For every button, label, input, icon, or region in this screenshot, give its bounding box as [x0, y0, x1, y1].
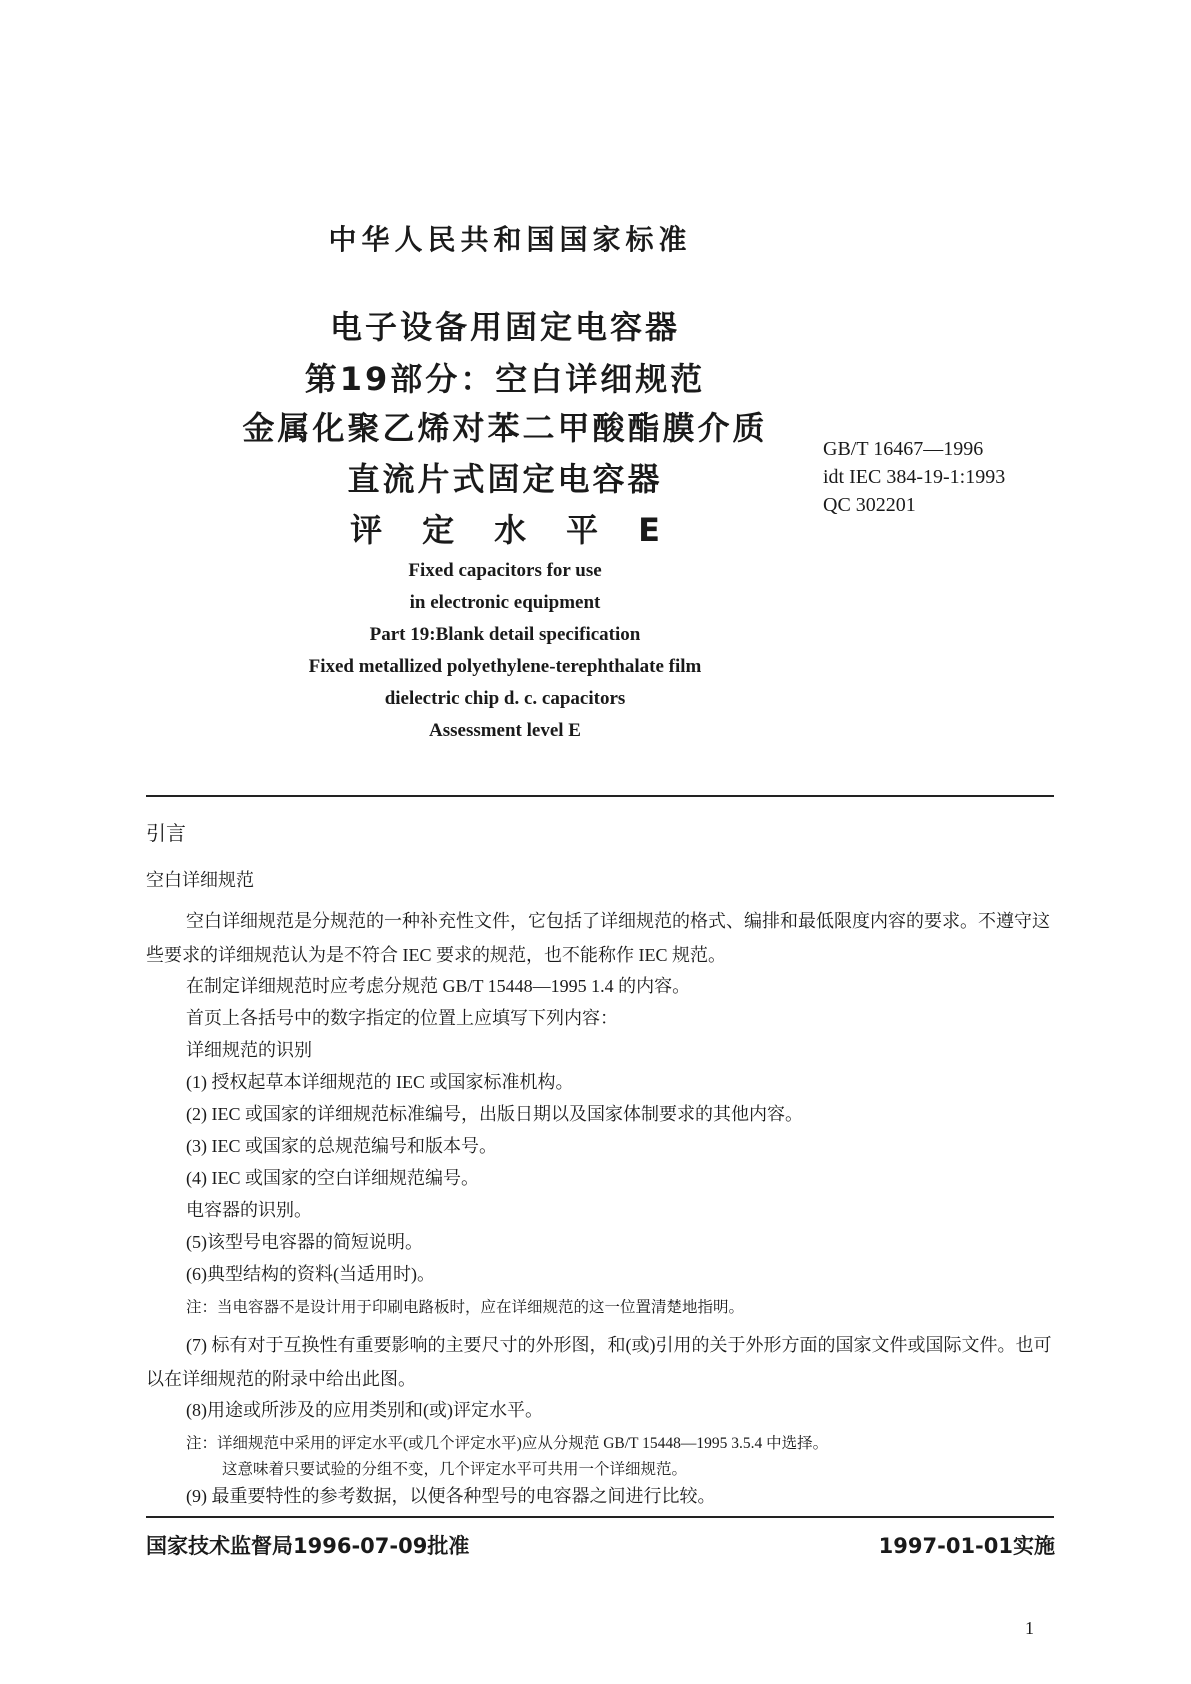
list-item-3: (3) IEC 或国家的总规范编号和版本号。	[186, 1136, 497, 1156]
paragraph-5: 电容器的识别。	[186, 1200, 312, 1220]
gb-code: GB/T 16467—1996	[823, 438, 984, 460]
title-en-line-2: in electronic equipment	[409, 592, 601, 613]
list-item-4: (4) IEC 或国家的空白详细规范编号。	[186, 1168, 479, 1188]
approval-date: 国家技术监督局1996-07-09批准	[146, 1534, 470, 1558]
bottom-divider	[146, 1516, 1054, 1518]
intro-heading: 引言	[146, 821, 186, 845]
standard-codes	[823, 435, 1005, 519]
list-item-9: (9) 最重要特性的参考数据，以便各种型号的电容器之间进行比较。	[186, 1486, 716, 1506]
top-divider	[146, 795, 1054, 797]
national-standard-header: 中华人民共和国国家标准	[328, 223, 692, 256]
implementation-date: 1997-01-01实施	[878, 1534, 1055, 1558]
list-item-1: (1) 授权起草本详细规范的 IEC 或国家标准机构。	[186, 1072, 574, 1092]
list-item-7: (7) 标有对于互换性有重要影响的主要尺寸的外形图，和(或)引用的关于外形方面的国家文件或国际文件。也可以在详细规范的附录中给出此图。	[146, 1335, 1052, 1389]
note-2b: 这意味着只要试验的分组不变，几个评定水平可共用一个详细规范。	[222, 1461, 688, 1478]
title-zh-line-3: 金属化聚乙烯对苯二甲酸酯膜介质	[242, 409, 768, 447]
title-zh-line-1: 电子设备用固定电容器	[329, 308, 680, 346]
list-item-8: (8)用途或所涉及的应用类别和(或)评定水平。	[186, 1400, 543, 1420]
note-2a: 注：详细规范中采用的评定水平(或几个评定水平)应从分规范 GB/T 15448—1995 3.5.4 中选择。	[186, 1435, 829, 1452]
title-en-line-1: Fixed capacitors for use	[408, 560, 602, 581]
iec-code: idt IEC 384-19-1:1993	[823, 466, 1006, 488]
title-en-line-5: dielectric chip d. c. capacitors	[384, 688, 626, 709]
list-item-5: (5)该型号电容器的简短说明。	[186, 1232, 423, 1252]
title-en-line-3: Part 19:Blank detail specification	[369, 624, 641, 645]
subheading: 空白详细规范	[146, 870, 254, 890]
paragraph-4: 详细规范的识别	[186, 1040, 312, 1060]
paragraph-1: 空白详细规范是分规范的一种补充性文件，它包括了详细规范的格式、编排和最低限度内容的要求。不遵守这些要求的详细规范认为是不符合 IEC 要求的规范，也不能称作 IEC 规范。	[146, 911, 1050, 965]
qc-code: QC 302201	[823, 494, 916, 516]
list-item-6: (6)典型结构的资料(当适用时)。	[186, 1264, 435, 1284]
note-1: 注：当电容器不是设计用于印刷电路板时，应在详细规范的这一位置清楚地指明。	[186, 1299, 745, 1316]
title-zh-line-5: 评定水平E	[350, 511, 700, 549]
paragraph-2: 在制定详细规范时应考虑分规范 GB/T 15448—1995 1.4 的内容。	[186, 976, 691, 996]
list-item-2: (2) IEC 或国家的详细规范标准编号，出版日期以及国家体制要求的其他内容。	[186, 1104, 803, 1124]
title-zh-line-2: 第19部分：空白详细规范	[304, 360, 706, 398]
title-en-line-6: Assessment level E	[429, 720, 581, 741]
title-zh-line-4: 直流片式固定电容器	[347, 460, 663, 498]
paragraph-3: 首页上各括号中的数字指定的位置上应填写下列内容：	[186, 1008, 618, 1028]
title-en-line-4: Fixed metallized polyethylene-terephthalate film	[308, 656, 702, 677]
page-number: 1	[1025, 1618, 1034, 1638]
